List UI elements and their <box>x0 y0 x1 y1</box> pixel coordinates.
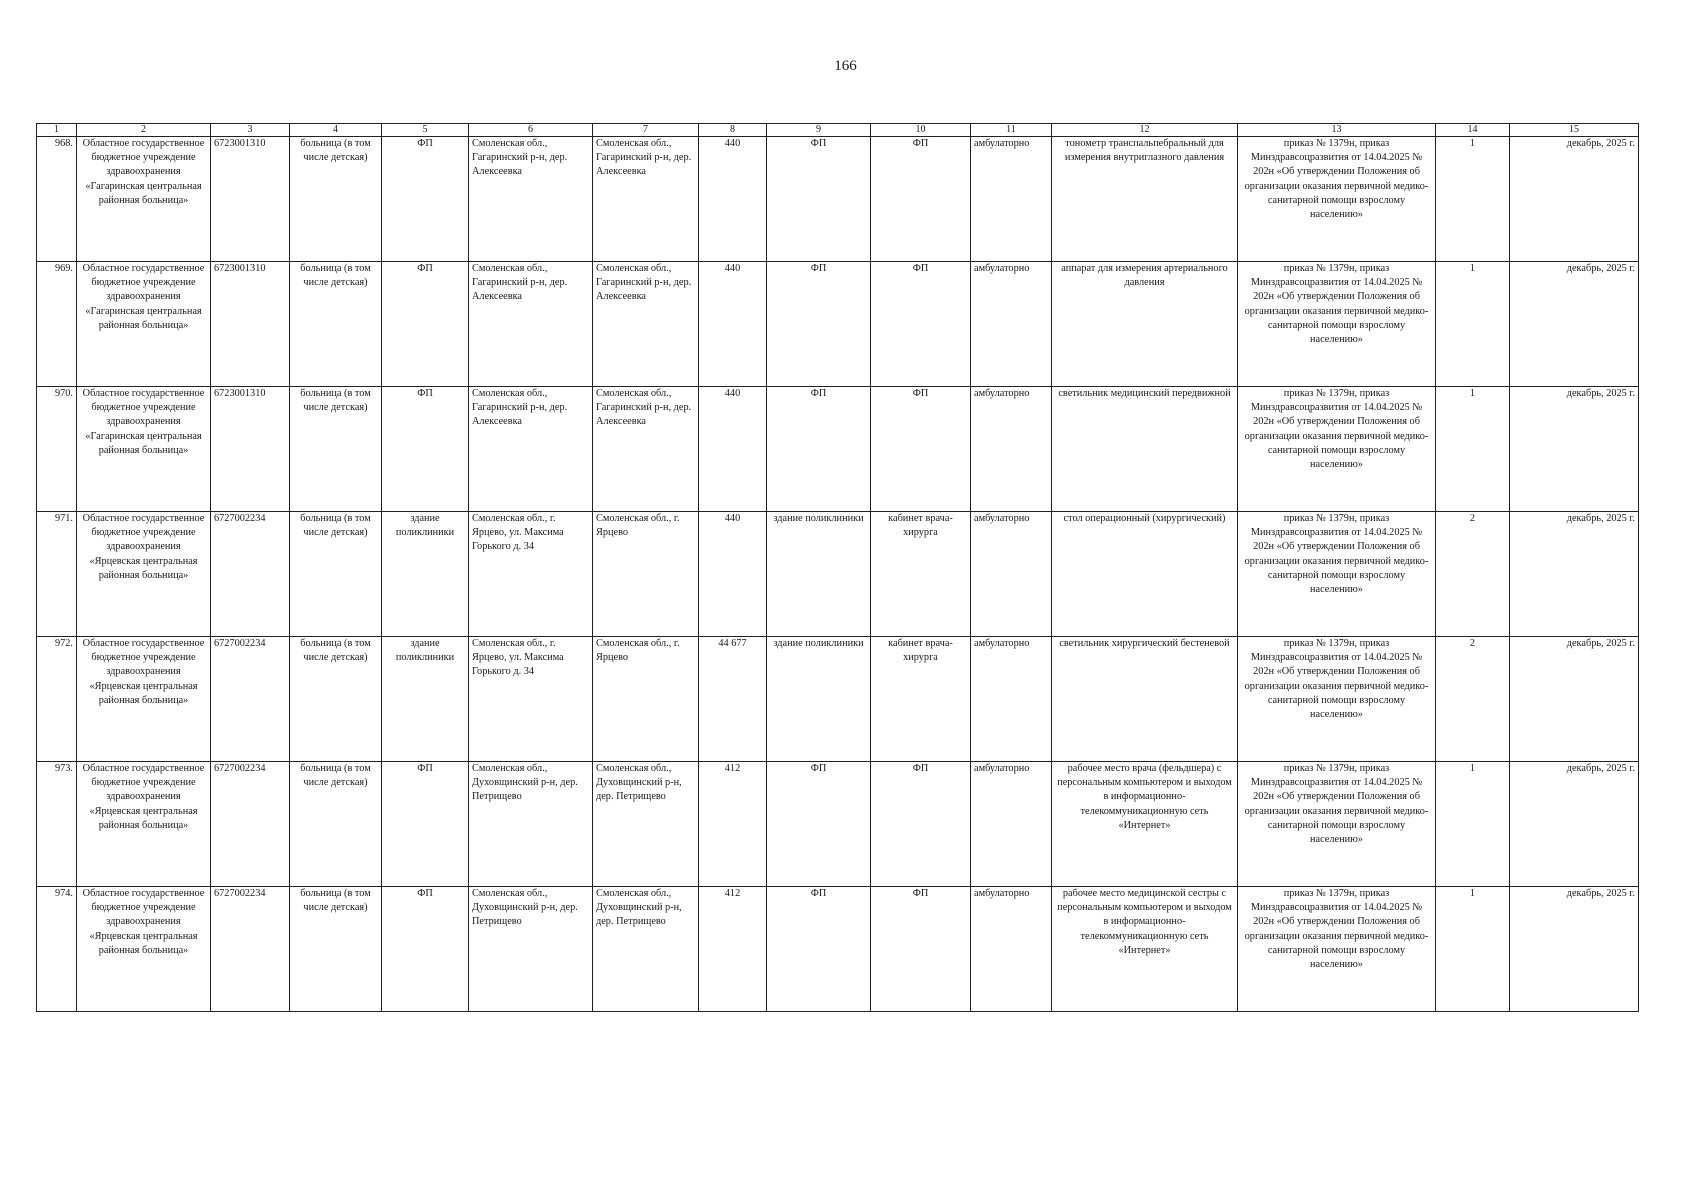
cell-room: ФП <box>871 762 971 887</box>
cell-building: ФП <box>382 137 469 262</box>
cell-distance: 412 <box>699 887 767 1012</box>
cell-distance: 440 <box>699 137 767 262</box>
cell-structural-unit: ФП <box>767 762 871 887</box>
cell-care-conditions: амбулаторно <box>971 512 1052 637</box>
cell-organization-name: Областное государственное бюджетное учреждение здравоохранения «Гагаринская центральная районная больница» <box>77 387 211 512</box>
column-number: 1 <box>37 124 77 137</box>
cell-quantity: 1 <box>1436 137 1510 262</box>
cell-building: ФП <box>382 887 469 1012</box>
cell-building: ФП <box>382 387 469 512</box>
cell-row-number: 972. <box>37 637 77 762</box>
cell-delivery-date: декабрь, 2025 г. <box>1510 637 1639 762</box>
page-number: 166 <box>834 58 857 74</box>
cell-organization-type: больница (в том числе детская) <box>290 137 382 262</box>
cell-structural-unit: ФП <box>767 262 871 387</box>
cell-care-conditions: амбулаторно <box>971 637 1052 762</box>
column-number: 8 <box>699 124 767 137</box>
cell-care-conditions: амбулаторно <box>971 262 1052 387</box>
cell-building-address: Смоленская обл., г. Ярцево, ул. Максима Горького д. 34 <box>469 637 593 762</box>
cell-equipment-name: рабочее место медицинской сестры с персональным компьютером и выходом в информационно-телекоммуникационную сеть «Интернет» <box>1052 887 1238 1012</box>
column-number: 6 <box>469 124 593 137</box>
cell-row-number: 968. <box>37 137 77 262</box>
cell-building-address: Смоленская обл., Гагаринский р-н, дер. Алексеевка <box>469 387 593 512</box>
column-number-row <box>37 124 1639 137</box>
cell-inn: 6727002234 <box>211 762 290 887</box>
cell-organization-address: Смоленская обл., г. Ярцево <box>593 512 699 637</box>
cell-building-address: Смоленская обл., г. Ярцево, ул. Максима Горького д. 34 <box>469 512 593 637</box>
cell-delivery-date: декабрь, 2025 г. <box>1510 887 1639 1012</box>
cell-delivery-date: декабрь, 2025 г. <box>1510 137 1639 262</box>
cell-distance: 440 <box>699 512 767 637</box>
cell-organization-address: Смоленская обл., г. Ярцево <box>593 637 699 762</box>
table-row <box>37 512 1639 637</box>
cell-quantity: 1 <box>1436 387 1510 512</box>
column-number: 7 <box>593 124 699 137</box>
cell-structural-unit: здание поликлиники <box>767 637 871 762</box>
cell-inn: 6723001310 <box>211 262 290 387</box>
cell-inn: 6723001310 <box>211 137 290 262</box>
table-row <box>37 637 1639 762</box>
cell-quantity: 1 <box>1436 887 1510 1012</box>
cell-room: кабинет врача-хирурга <box>871 637 971 762</box>
cell-row-number: 974. <box>37 887 77 1012</box>
cell-legal-basis: приказ № 1379н, приказ Минздравсоцразвития от 14.04.2025 № 202н «Об утверждении Положения об организации оказания первичной медико-санитарной помощи взрослому населению» <box>1238 887 1436 1012</box>
cell-legal-basis: приказ № 1379н, приказ Минздравсоцразвития от 14.04.2025 № 202н «Об утверждении Положения об организации оказания первичной медико-санитарной помощи взрослому населению» <box>1238 137 1436 262</box>
cell-organization-name: Областное государственное бюджетное учреждение здравоохранения «Ярцевская центральная районная больница» <box>77 512 211 637</box>
column-number: 15 <box>1510 124 1639 137</box>
cell-row-number: 969. <box>37 262 77 387</box>
column-number: 5 <box>382 124 469 137</box>
cell-inn: 6727002234 <box>211 637 290 762</box>
cell-quantity: 2 <box>1436 512 1510 637</box>
cell-legal-basis: приказ № 1379н, приказ Минздравсоцразвития от 14.04.2025 № 202н «Об утверждении Положения об организации оказания первичной медико-санитарной помощи взрослому населению» <box>1238 387 1436 512</box>
column-number: 3 <box>211 124 290 137</box>
column-number: 11 <box>971 124 1052 137</box>
cell-room: кабинет врача-хирурга <box>871 512 971 637</box>
cell-building-address: Смоленская обл., Гагаринский р-н, дер. Алексеевка <box>469 137 593 262</box>
cell-organization-type: больница (в том числе детская) <box>290 387 382 512</box>
cell-building: ФП <box>382 762 469 887</box>
cell-row-number: 970. <box>37 387 77 512</box>
column-number: 12 <box>1052 124 1238 137</box>
table-row <box>37 262 1639 387</box>
cell-delivery-date: декабрь, 2025 г. <box>1510 387 1639 512</box>
cell-distance: 412 <box>699 762 767 887</box>
cell-equipment-name: светильник медицинский передвижной <box>1052 387 1238 512</box>
cell-distance: 440 <box>699 387 767 512</box>
cell-organization-type: больница (в том числе детская) <box>290 262 382 387</box>
cell-room: ФП <box>871 387 971 512</box>
cell-room: ФП <box>871 137 971 262</box>
cell-building: здание поликлиники <box>382 637 469 762</box>
equipment-table <box>36 123 1639 1012</box>
cell-structural-unit: ФП <box>767 137 871 262</box>
cell-equipment-name: рабочее место врача (фельдшера) с персональным компьютером и выходом в информационно-телекоммуникационную сеть «Интернет» <box>1052 762 1238 887</box>
cell-distance: 440 <box>699 262 767 387</box>
cell-equipment-name: тонометр транспальпебральный для измерения внутриглазного давления <box>1052 137 1238 262</box>
cell-building: ФП <box>382 262 469 387</box>
table-row <box>37 762 1639 887</box>
cell-delivery-date: декабрь, 2025 г. <box>1510 762 1639 887</box>
cell-delivery-date: декабрь, 2025 г. <box>1510 262 1639 387</box>
table-row <box>37 887 1639 1012</box>
cell-legal-basis: приказ № 1379н, приказ Минздравсоцразвития от 14.04.2025 № 202н «Об утверждении Положения об организации оказания первичной медико-санитарной помощи взрослому населению» <box>1238 512 1436 637</box>
cell-building-address: Смоленская обл., Духовщинский р-н, дер. Петрищево <box>469 887 593 1012</box>
cell-organization-type: больница (в том числе детская) <box>290 512 382 637</box>
cell-legal-basis: приказ № 1379н, приказ Минздравсоцразвития от 14.04.2025 № 202н «Об утверждении Положения об организации оказания первичной медико-санитарной помощи взрослому населению» <box>1238 637 1436 762</box>
column-number: 9 <box>767 124 871 137</box>
cell-quantity: 1 <box>1436 262 1510 387</box>
cell-building-address: Смоленская обл., Гагаринский р-н, дер. Алексеевка <box>469 262 593 387</box>
cell-care-conditions: амбулаторно <box>971 887 1052 1012</box>
cell-equipment-name: светильник хирургический бестеневой <box>1052 637 1238 762</box>
table-row <box>37 387 1639 512</box>
cell-organization-name: Областное государственное бюджетное учреждение здравоохранения «Ярцевская центральная районная больница» <box>77 637 211 762</box>
cell-building-address: Смоленская обл., Духовщинский р-н, дер. Петрищево <box>469 762 593 887</box>
column-number: 13 <box>1238 124 1436 137</box>
cell-distance: 44 677 <box>699 637 767 762</box>
cell-inn: 6727002234 <box>211 512 290 637</box>
cell-equipment-name: аппарат для измерения артериального давления <box>1052 262 1238 387</box>
table-body <box>37 124 1639 1012</box>
cell-organization-address: Смоленская обл., Гагаринский р-н, дер. Алексеевка <box>593 137 699 262</box>
cell-organization-type: больница (в том числе детская) <box>290 887 382 1012</box>
column-number: 4 <box>290 124 382 137</box>
column-number: 2 <box>77 124 211 137</box>
cell-organization-type: больница (в том числе детская) <box>290 637 382 762</box>
cell-structural-unit: ФП <box>767 887 871 1012</box>
cell-equipment-name: стол операционный (хирургический) <box>1052 512 1238 637</box>
cell-inn: 6727002234 <box>211 887 290 1012</box>
cell-quantity: 2 <box>1436 637 1510 762</box>
cell-organization-address: Смоленская обл., Духовщинский р-н, дер. Петрищево <box>593 762 699 887</box>
cell-legal-basis: приказ № 1379н, приказ Минздравсоцразвития от 14.04.2025 № 202н «Об утверждении Положения об организации оказания первичной медико-санитарной помощи взрослому населению» <box>1238 762 1436 887</box>
column-number: 14 <box>1436 124 1510 137</box>
cell-structural-unit: ФП <box>767 387 871 512</box>
cell-organization-name: Областное государственное бюджетное учреждение здравоохранения «Ярцевская центральная районная больница» <box>77 762 211 887</box>
cell-room: ФП <box>871 887 971 1012</box>
cell-room: ФП <box>871 262 971 387</box>
cell-legal-basis: приказ № 1379н, приказ Минздравсоцразвития от 14.04.2025 № 202н «Об утверждении Положения об организации оказания первичной медико-санитарной помощи взрослому населению» <box>1238 262 1436 387</box>
cell-care-conditions: амбулаторно <box>971 137 1052 262</box>
column-number: 10 <box>871 124 971 137</box>
cell-organization-name: Областное государственное бюджетное учреждение здравоохранения «Гагаринская центральная районная больница» <box>77 137 211 262</box>
cell-quantity: 1 <box>1436 762 1510 887</box>
cell-organization-address: Смоленская обл., Гагаринский р-н, дер. Алексеевка <box>593 387 699 512</box>
table-row <box>37 137 1639 262</box>
cell-organization-name: Областное государственное бюджетное учреждение здравоохранения «Гагаринская центральная районная больница» <box>77 262 211 387</box>
cell-building: здание поликлиники <box>382 512 469 637</box>
cell-organization-address: Смоленская обл., Гагаринский р-н, дер. Алексеевка <box>593 262 699 387</box>
cell-care-conditions: амбулаторно <box>971 762 1052 887</box>
cell-row-number: 973. <box>37 762 77 887</box>
cell-organization-name: Областное государственное бюджетное учреждение здравоохранения «Ярцевская центральная районная больница» <box>77 887 211 1012</box>
cell-organization-address: Смоленская обл., Духовщинский р-н, дер. Петрищево <box>593 887 699 1012</box>
cell-row-number: 971. <box>37 512 77 637</box>
cell-inn: 6723001310 <box>211 387 290 512</box>
cell-organization-type: больница (в том числе детская) <box>290 762 382 887</box>
cell-structural-unit: здание поликлиники <box>767 512 871 637</box>
cell-care-conditions: амбулаторно <box>971 387 1052 512</box>
cell-delivery-date: декабрь, 2025 г. <box>1510 512 1639 637</box>
